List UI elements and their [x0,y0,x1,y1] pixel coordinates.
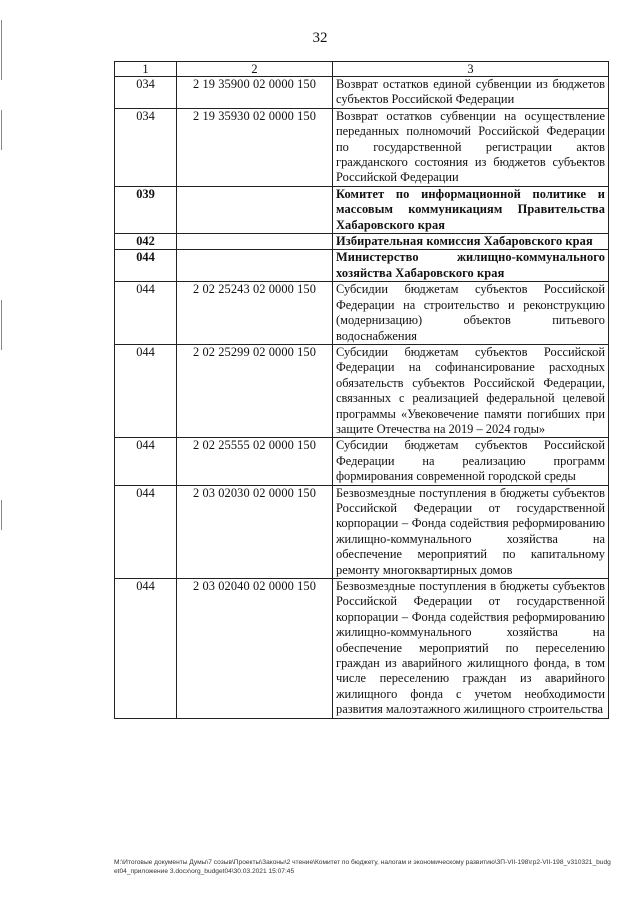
page-number: 32 [312,30,328,46]
budget-revenue-table [114,61,609,719]
admin-code-cell: 034 [115,77,177,109]
table-row [115,108,609,186]
revenue-code-cell: 2 19 35930 02 0000 150 [177,108,333,186]
description-cell: Безвозмездные поступления в бюджеты субъектов Российской Федерации от государственной корпорации – Фонда содействия реформированию жилищно-коммунального хозяйства на обеспечение мероприятий по капитальному ремонту многоквартирных домов [333,485,609,578]
admin-code-cell: 042 [115,234,177,250]
table-row [115,579,609,719]
revenue-code-cell: 2 03 02030 02 0000 150 [177,485,333,578]
description-cell: Комитет по информационной политике и массовым коммуникациям Правительства Хабаровского края [333,186,609,233]
description-cell: Возврат остатков субвенции на осуществление переданных полномочий Российской Федерации по государственной регистрации актов гражданского состояния из бюджетов субъектов Российской Федерации [333,108,609,186]
table-row [115,485,609,578]
admin-code-cell: 044 [115,250,177,282]
header-col-1: 1 [115,62,177,77]
admin-code-cell: 039 [115,186,177,233]
revenue-code-cell: 2 02 25243 02 0000 150 [177,282,333,345]
revenue-code-cell [177,186,333,233]
description-cell: Субсидии бюджетам субъектов Российской Федерации на строительство и реконструкцию (модернизацию) объектов питьевого водоснабжения [333,282,609,345]
description-cell: Возврат остатков единой субвенции из бюджетов субъектов Российской Федерации [333,77,609,109]
table-row [115,344,609,437]
description-cell: Министерство жилищно-коммунального хозяйства Хабаровского края [333,250,609,282]
admin-code-cell: 044 [115,344,177,437]
admin-code-cell: 034 [115,108,177,186]
table-row [115,438,609,485]
file-path-footer: M:\Итоговые документы Думы\7 созыв\Проекты\Законы\2 чтение\Комитет по бюджету, налогам и экономическому развитию\3П-VII-198\гр2-VII-198_v310321_budget04_приложение 3.docx\org_budget04\30.03.2021 15:07:45 [114,859,611,875]
description-cell: Субсидии бюджетам субъектов Российской Федерации на софинансирование расходных обязательств субъектов Российской Федерации, связанных с реализацией федеральной целевой программы «Увековечение памяти погибших при защите Отечества на 2019 – 2024 годы» [333,344,609,437]
admin-code-cell: 044 [115,485,177,578]
revenue-code-cell: 2 03 02040 02 0000 150 [177,579,333,719]
revenue-code-cell [177,250,333,282]
header-col-2: 2 [177,62,333,77]
admin-code-cell: 044 [115,282,177,345]
description-cell: Безвозмездные поступления в бюджеты субъектов Российской Федерации от государственной корпорации – Фонда содействия реформированию жилищно-коммунального хозяйства на обеспечение мероприятий по переселению граждан из аварийного жилищного фонда, в том числе переселению граждан из аварийного жилищного фонда с учетом необходимости развития малоэтажного жилищного строительства [333,579,609,719]
scan-edge-mark [0,0,3,905]
admin-code-cell: 044 [115,438,177,485]
description-cell: Избирательная комиссия Хабаровского края [333,234,609,250]
revenue-code-cell: 2 02 25299 02 0000 150 [177,344,333,437]
header-col-3: 3 [333,62,609,77]
admin-code-cell: 044 [115,579,177,719]
table-header-row [115,62,609,77]
table-row [115,234,609,250]
table-row [115,77,609,109]
revenue-code-cell: 2 02 25555 02 0000 150 [177,438,333,485]
table-row [115,186,609,233]
table-row [115,282,609,345]
table-row [115,250,609,282]
revenue-code-cell: 2 19 35900 02 0000 150 [177,77,333,109]
description-cell: Субсидии бюджетам субъектов Российской Федерации на реализацию программ формирования современной городской среды [333,438,609,485]
revenue-code-cell [177,234,333,250]
